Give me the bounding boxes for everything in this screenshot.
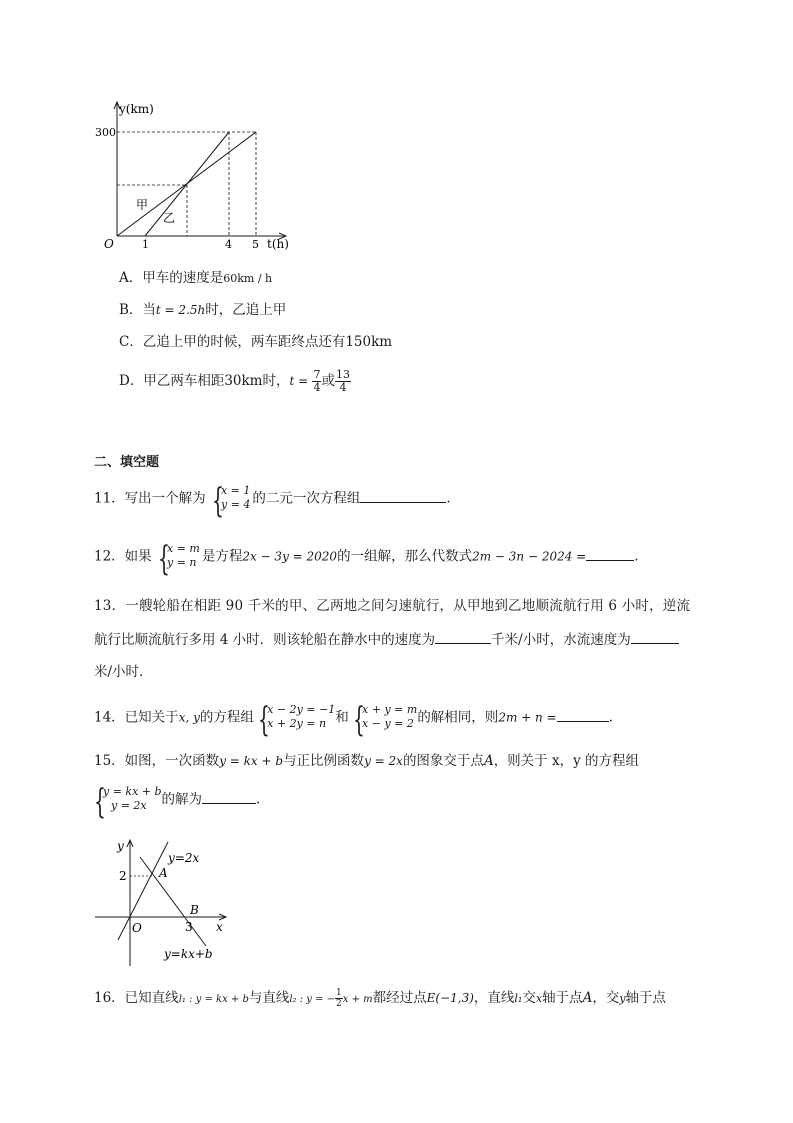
fraction-13-4: $\frac{13}{4}$ bbox=[335, 368, 350, 394]
question-11: 11．写出一个解为 { x = 1 y = 4 的二元一次方程组 . bbox=[94, 481, 451, 521]
question-12: 12．如果 { x = m y = n 是方程2x − 3y = 2020的一组解，那么代数式2m − 3n − 2024 = . bbox=[94, 539, 639, 579]
question-15-line-2: { y = kx + b y = 2x 的解为 . bbox=[94, 782, 261, 822]
equation-system: { y = kx + b y = 2x bbox=[94, 782, 162, 822]
equation-system-2: { x + y = m x − y = 2 bbox=[353, 700, 418, 740]
line-label-y-kx-b: y=kx+b bbox=[164, 947, 213, 961]
answer-blank[interactable] bbox=[435, 629, 491, 644]
y-axis-label: y(km) bbox=[119, 102, 154, 116]
equation-system: { x = m y = n bbox=[157, 539, 200, 579]
question-13-line-3: 米/小时． bbox=[94, 664, 153, 680]
origin-label: O bbox=[104, 237, 114, 251]
equation-system: { x = 1 y = 4 bbox=[211, 481, 251, 521]
line-label-y-2x: y=2x bbox=[168, 851, 200, 865]
question-14: 14．已知关于x, y的方程组 { x − 2y = −1 x + 2y = n 和 { x + y = m x − y = 2 的解相同，则2m + n = . bbox=[94, 700, 613, 740]
point-b-label: B bbox=[190, 903, 199, 917]
answer-blank[interactable] bbox=[631, 629, 679, 644]
option-a: A．甲车的速度是60km / h bbox=[119, 270, 273, 286]
x-tick-4: 4 bbox=[225, 238, 232, 251]
tick-3-label: 3 bbox=[185, 920, 193, 934]
origin-label: O bbox=[132, 921, 142, 935]
equation-system-1: { x − 2y = −1 x + 2y = n bbox=[258, 700, 336, 740]
section-title: 二、填空题 bbox=[94, 455, 160, 470]
option-b: B．当t = 2.5h时，乙追上甲 bbox=[119, 302, 287, 318]
fraction-1-2: $\frac{1}{2}$ bbox=[336, 988, 342, 1009]
y-tick-300: 300 bbox=[95, 126, 116, 139]
option-c: C．乙追上甲的时候，两车距终点还有150km bbox=[119, 334, 393, 350]
linear-functions-graph bbox=[92, 836, 237, 970]
answer-blank[interactable] bbox=[586, 546, 634, 561]
question-15: 15．如图，一次函数y = kx + b与正比例函数y = 2x的图象交于点A，则关于 x，y 的方程组 bbox=[94, 753, 640, 769]
point-a-label: A bbox=[159, 866, 168, 880]
fraction-7-4: $\frac{7}{4}$ bbox=[313, 368, 321, 394]
option-d: D．甲乙两车相距30km时，t = $\frac{7}{4}$ 或 $\frac{13}{4}$ bbox=[119, 368, 350, 394]
label-yi: 乙 bbox=[163, 211, 176, 225]
x-tick-5: 5 bbox=[252, 238, 259, 251]
answer-blank[interactable] bbox=[202, 789, 256, 804]
line-y-kx-b bbox=[140, 857, 206, 946]
label-jia: 甲 bbox=[136, 198, 149, 212]
answer-blank[interactable] bbox=[360, 488, 446, 503]
question-13-line-2: 航行比顺流航行多用 4 小时．则该轮船在静水中的速度为 千米/小时，水流速度为 bbox=[94, 629, 679, 650]
x-tick-1: 1 bbox=[142, 238, 149, 251]
question-16: 16．已知直线l₁ : y = kx + b与直线l₂ : y = − $\frac{1}{2}$ x + m都经过点E(−1,3)，直线l₁交x轴于点A，交y轴于点 bbox=[94, 988, 667, 1009]
x-axis-label: x bbox=[216, 920, 223, 934]
question-13-line-1: 13．一艘轮船在相距 90 千米的甲、乙两地之间匀速航行，从甲地到乙地顺流航行用 6 小时，逆流 bbox=[94, 598, 691, 614]
line-y-2x bbox=[118, 842, 168, 940]
tick-2-label: 2 bbox=[119, 869, 127, 883]
answer-blank[interactable] bbox=[557, 707, 609, 722]
x-axis-label: t(h) bbox=[267, 237, 289, 251]
distance-time-graph bbox=[95, 95, 305, 255]
y-axis-label: y bbox=[117, 839, 124, 853]
